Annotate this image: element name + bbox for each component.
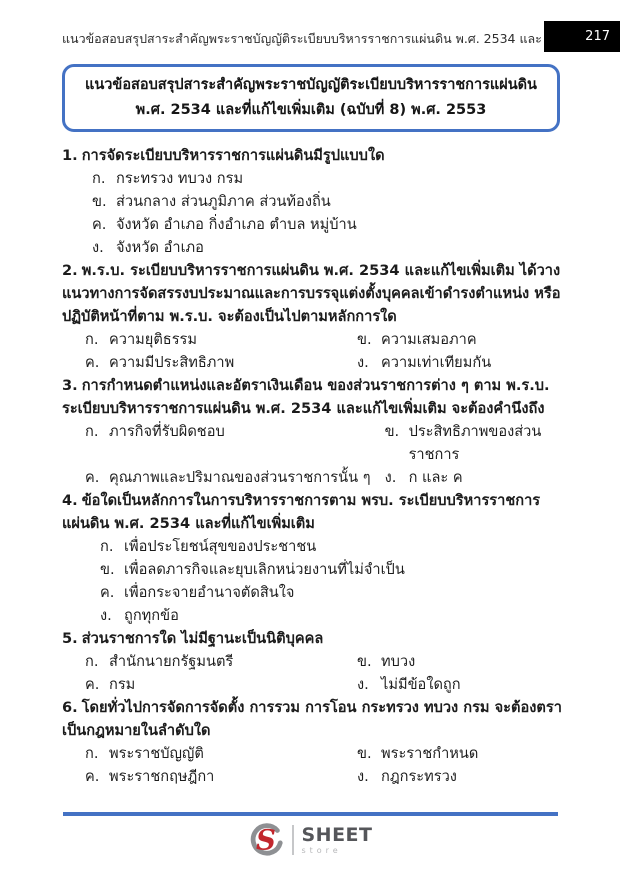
question-body: พ.ร.บ. ระเบียบบริหารราชการแผ่นดิน พ.ศ. 2534 และแก้ไขเพิ่มเติม ได้วางแนวทางการจัดสรรงบประมาณและการบรรจุแต่งตั้งบุคคลเข้าดำรงตำแหน่ง หรือปฏิบัติหน้าที่ตาม พ.ร.บ. จะต้องเป็นไปตามหลักการใด (62, 262, 561, 325)
running-header: แนวข้อสอบสรุปสาระสำคัญพระราชบัญญัติระเบียบบริหารราชการแผ่นดิน พ.ศ. 2534 และ (62, 31, 542, 46)
sheet-store-logo (0, 821, 620, 859)
option-d (92, 236, 562, 259)
question-4 (62, 489, 562, 627)
option-text: ความยุติธรรม (109, 331, 198, 348)
option-c (85, 673, 357, 696)
question-text (62, 144, 562, 167)
option-label: ค. (100, 584, 115, 601)
logo-brand (301, 823, 373, 855)
option-a (85, 420, 385, 466)
option-a (100, 535, 562, 558)
question-text (62, 696, 562, 742)
brand-name: SHEET (301, 823, 373, 846)
option-label: ค. (85, 768, 100, 785)
option-a (85, 742, 357, 765)
option-d (357, 351, 562, 374)
question-text (62, 489, 562, 535)
options-single (62, 167, 562, 259)
option-label: ก. (85, 653, 99, 670)
option-text: กฎกระทรวง (381, 768, 457, 785)
option-d (385, 466, 562, 489)
question-body: การกำหนดตำแหน่งและอัตราเงินเดือน ของส่วนราชการต่าง ๆ ตาม พ.ร.บ. ระเบียบบริหารราชการแผ่นดิน พ.ศ. 2534 และแก้ไขเพิ่มเติม จะต้องคำนึงถึง (62, 377, 550, 417)
option-label: ง. (357, 676, 369, 693)
question-body: โดยทั่วไปการจัดการจัดตั้ง การรวม การโอน กระทรวง ทบวง กรม จะต้องตราเป็นกฎหมายในลำดับใด (62, 699, 562, 739)
option-label: ก. (85, 331, 99, 348)
option-text: ประสิทธิภาพของส่วนราชการ (408, 423, 542, 463)
question-body: ข้อใดเป็นหลักการในการบริหารราชการตาม พรบ. ระเบียบบริหารราชการแผ่นดิน พ.ศ. 2534 และที่แก้ไขเพิ่มเติม (62, 492, 541, 532)
question-2 (62, 259, 562, 374)
option-label: ข. (384, 423, 400, 440)
option-text: คุณภาพและปริมาณของส่วนราชการนั้น ๆ (109, 469, 371, 486)
option-text: ความเสมอภาค (381, 331, 477, 348)
option-label: ง. (100, 607, 112, 624)
options-grid (62, 420, 562, 489)
option-b (385, 420, 562, 466)
option-d (357, 765, 562, 788)
option-text: ความเท่าเทียมกัน (381, 354, 492, 371)
option-text: จังหวัด อำเภอ กิ่งอำเภอ ตำบล หมู่บ้าน (116, 216, 357, 233)
question-body: ส่วนราชการใด ไม่มีฐานะเป็นนิติบุคคล (81, 630, 324, 647)
option-b (92, 190, 562, 213)
option-text: ส่วนกลาง ส่วนภูมิภาค ส่วนท้องถิ่น (116, 193, 331, 210)
option-label: ง. (92, 239, 104, 256)
option-d (100, 604, 562, 627)
option-c (100, 581, 562, 604)
option-text: เพื่อลดภารกิจและยุบเลิกหน่วยงานที่ไม่จำเป็น (124, 561, 405, 578)
question-body: การจัดระเบียบบริหารราชการแผ่นดินมีรูปแบบใด (81, 147, 385, 164)
footer-divider (63, 812, 558, 816)
question-number: 1. (62, 147, 78, 164)
question-number: 6. (62, 699, 78, 716)
option-label: ง. (357, 768, 369, 785)
option-label: ก. (85, 423, 99, 440)
option-label: ค. (85, 676, 100, 693)
options-grid (62, 650, 562, 696)
option-a (85, 650, 357, 673)
option-text: กระทรวง ทบวง กรม (116, 170, 244, 187)
option-text: ทบวง (381, 653, 416, 670)
logo-letter: S (256, 824, 277, 857)
option-label: ข. (357, 653, 372, 670)
question-text (62, 374, 562, 420)
option-d (357, 673, 562, 696)
question-3 (62, 374, 562, 489)
questions-list (62, 144, 562, 788)
question-number: 4. (62, 492, 78, 509)
option-label: ค. (92, 216, 107, 233)
page-number-badge: 217 (544, 21, 620, 52)
question-6 (62, 696, 562, 788)
logo-divider (292, 825, 294, 855)
option-text: ไม่มีข้อใดถูก (381, 676, 461, 693)
option-text: พระราชบัญญัติ (109, 745, 204, 762)
question-5 (62, 627, 562, 696)
question-1 (62, 144, 562, 259)
option-c (85, 765, 357, 788)
option-label: ก. (92, 170, 106, 187)
options-grid (62, 328, 562, 374)
option-label: ก. (85, 745, 99, 762)
option-b (100, 558, 562, 581)
option-text: ภารกิจที่รับผิดชอบ (109, 423, 225, 440)
option-c (85, 466, 385, 489)
question-text (62, 259, 562, 328)
option-label: ก. (100, 538, 114, 555)
question-number: 2. (62, 262, 78, 279)
option-label: ง. (357, 354, 369, 371)
option-label: ข. (100, 561, 115, 578)
option-a (92, 167, 562, 190)
option-text: จังหวัด อำเภอ (116, 239, 204, 256)
options-grid (62, 742, 562, 788)
options-single (62, 535, 562, 627)
option-c (92, 213, 562, 236)
question-number: 3. (62, 377, 78, 394)
option-label: ข. (92, 193, 107, 210)
option-text: เพื่อประโยชน์สุขของประชาชน (124, 538, 317, 555)
question-text (62, 627, 562, 650)
option-b (357, 328, 562, 351)
option-c (85, 351, 357, 374)
option-a (85, 328, 357, 351)
option-b (357, 650, 562, 673)
option-label: ง. (384, 469, 397, 486)
option-b (357, 742, 562, 765)
option-text: สำนักนายกรัฐมนตรี (109, 653, 234, 670)
question-number: 5. (62, 630, 78, 647)
option-text: ความมีประสิทธิภาพ (109, 354, 235, 371)
option-text: ก และ ค (408, 469, 463, 486)
option-text: พระราชกฤษฎีกา (109, 768, 215, 785)
option-label: ค. (85, 354, 100, 371)
option-text: กรม (109, 676, 136, 693)
logo-s-icon (247, 821, 285, 859)
option-label: ข. (357, 331, 372, 348)
option-label: ข. (357, 745, 372, 762)
option-label: ค. (85, 469, 100, 486)
option-text: พระราชกำหนด (381, 745, 479, 762)
option-text: เพื่อกระจายอำนาจตัดสินใจ (124, 584, 295, 601)
brand-subtext: store (301, 845, 342, 855)
exam-title-box: แนวข้อสอบสรุปสาระสำคัญพระราชบัญญัติระเบียบบริหารราชการแผ่นดิน พ.ศ. 2534 และที่แก้ไขเพิ่มเติม (ฉบับที่ 8) พ.ศ. 2553 (62, 64, 560, 132)
option-text: ถูกทุกข้อ (124, 607, 179, 624)
